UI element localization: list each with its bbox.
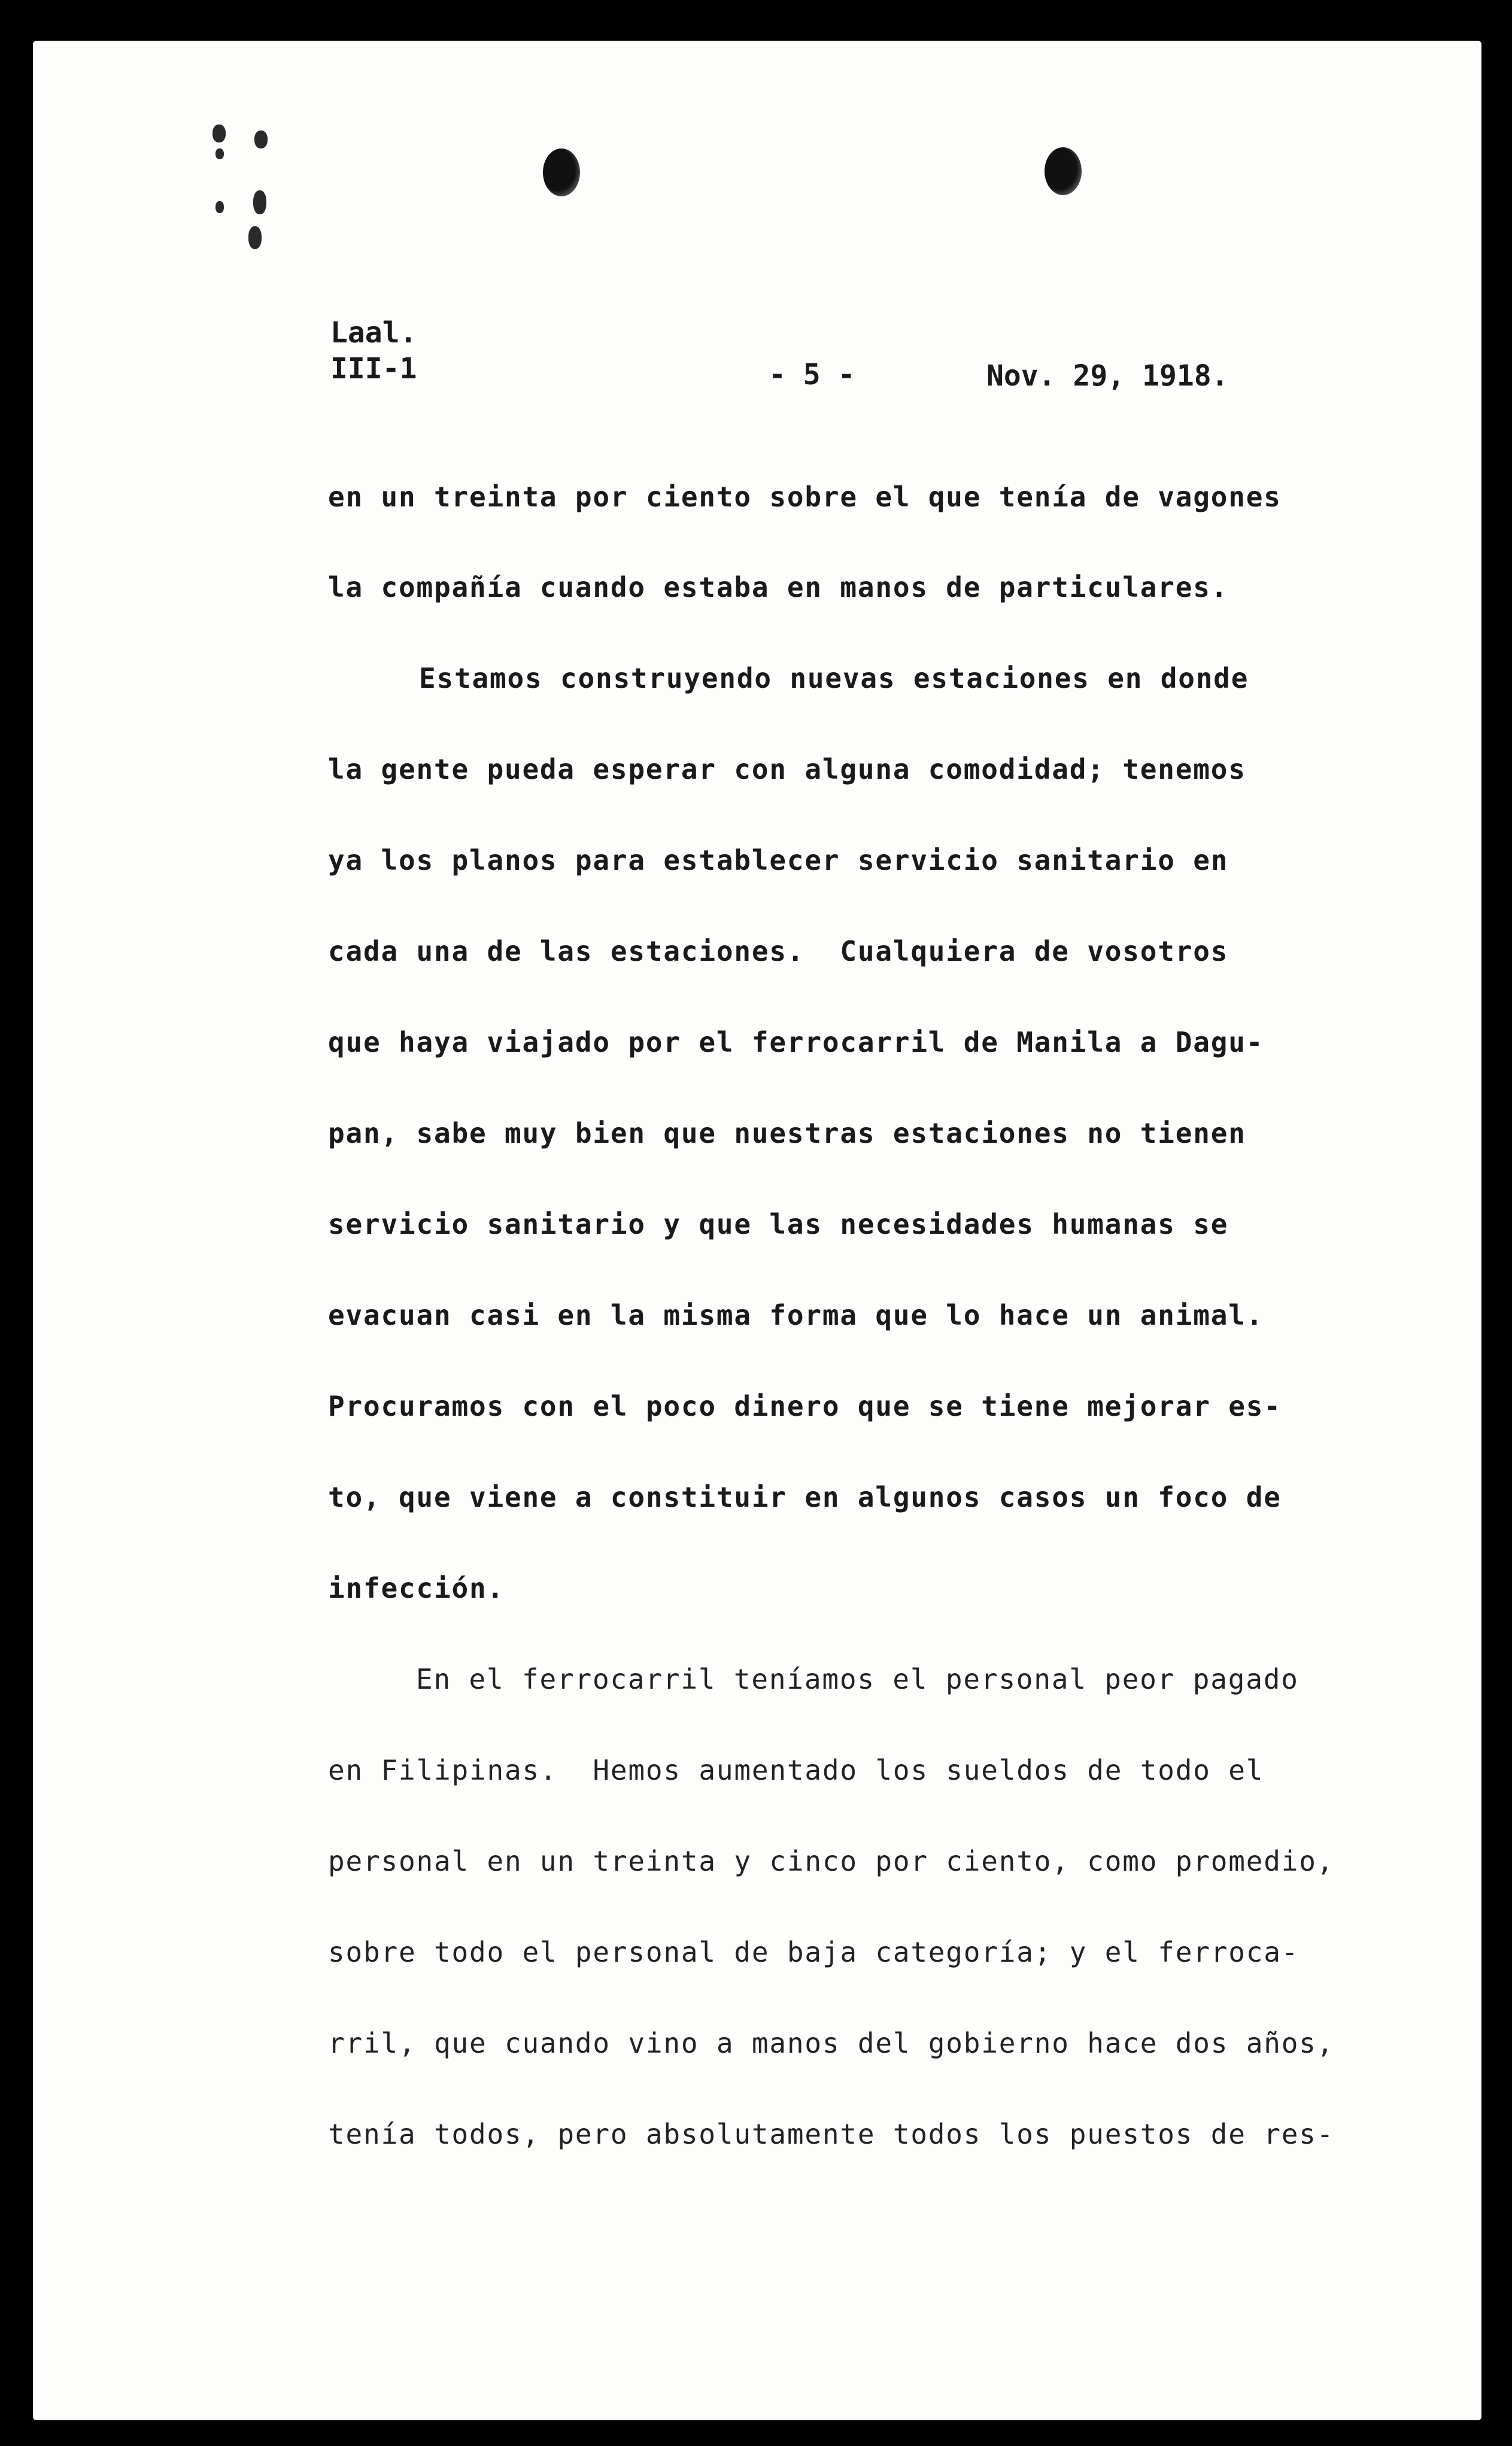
body-line: ya los planos para establecer servicio sanitario en [328, 844, 1229, 876]
document-date: Nov. 29, 1918. [986, 359, 1229, 393]
body-line: pan, sabe muy bien que nuestras estaciones no tienen [328, 1117, 1246, 1149]
body-line: que haya viajado por el ferrocarril de Manila a Dagu- [328, 1026, 1264, 1058]
staple-mark [253, 190, 266, 214]
body-line: evacuan casi en la misma forma que lo hace un animal. [328, 1299, 1264, 1331]
body-line: Estamos construyendo nuevas estaciones en donde [419, 662, 1249, 694]
body-line: rril, que cuando vino a manos del gobierno hace dos años, [328, 2027, 1335, 2059]
reference-code-line-2: III-1 [330, 352, 417, 386]
staple-mark [254, 131, 268, 148]
body-line: Procuramos con el poco dinero que se tiene mejorar es- [328, 1390, 1282, 1422]
body-line: en Filipinas. Hemos aumentado los sueldos de todo el [328, 1754, 1264, 1786]
body-line: en un treinta por ciento sobre el que tenía de vagones [328, 481, 1282, 513]
reference-code-line-1: Laal. [330, 316, 417, 350]
body-line: personal en un treinta y cinco por ciento, como promedio, [328, 1845, 1335, 1877]
body-line: sobre todo el personal de baja categoría; y el ferroca- [328, 1936, 1300, 1968]
body-line: tenía todos, pero absolutamente todos los puestos de res- [328, 2118, 1335, 2150]
staple-mark [215, 148, 224, 159]
body-line: la compañía cuando estaba en manos de particulares. [328, 571, 1229, 603]
staple-mark [212, 125, 226, 142]
body-line: En el ferrocarril teníamos el personal peor pagado [416, 1663, 1299, 1695]
body-line: cada una de las estaciones. Cualquiera de vosotros [328, 935, 1229, 967]
staple-mark [215, 201, 224, 213]
body-line: infección. [328, 1572, 505, 1604]
page-number: - 5 - [769, 358, 855, 392]
staple-mark [248, 226, 262, 249]
body-line: la gente pueda esperar con alguna comodidad; tenemos [328, 753, 1246, 785]
punch-hole [1045, 147, 1082, 195]
body-line: to, que viene a constituir en algunos casos un foco de [328, 1481, 1282, 1513]
punch-hole [543, 148, 580, 196]
body-line: servicio sanitario y que las necesidades humanas se [328, 1208, 1229, 1240]
